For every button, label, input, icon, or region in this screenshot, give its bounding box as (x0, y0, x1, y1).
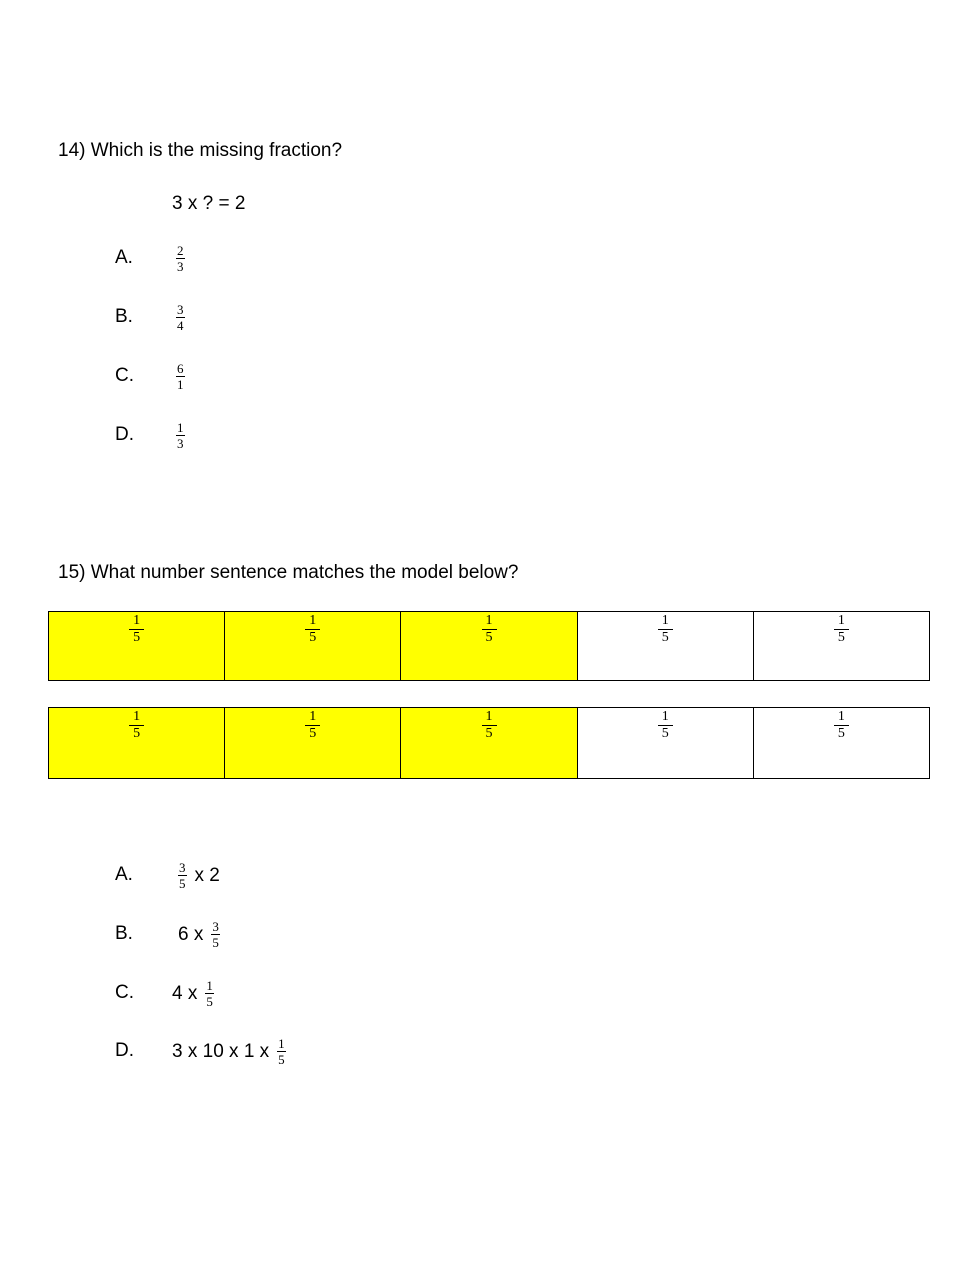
cell-fraction (305, 710, 320, 741)
question-15-title: 15) What number sentence matches the model below? (58, 562, 519, 583)
q14-option-b-fraction (176, 303, 185, 332)
strip-cell-shaded (49, 708, 225, 778)
cell-fraction (658, 710, 673, 741)
strip-cell (578, 612, 754, 680)
question-14-title: 14) Which is the missing fraction? (58, 140, 343, 161)
denominator: 5 (485, 630, 493, 645)
denominator: 5 (661, 726, 669, 741)
numerator: 1 (482, 614, 497, 630)
numerator: 2 (177, 243, 184, 258)
q15-option-d-letter: D. (115, 1040, 134, 1061)
cell-fraction (834, 710, 849, 741)
cell-fraction (129, 710, 144, 741)
q14-option-c-letter: C. (115, 365, 134, 386)
q14-option-c-fraction (176, 362, 185, 391)
numerator: 3 (212, 919, 219, 934)
q14-option-b-letter: B. (115, 306, 133, 327)
strip-cell (754, 612, 929, 680)
q15-option-a-expression (178, 861, 220, 890)
numerator: 1 (305, 614, 320, 630)
expression-text: 4 x (172, 982, 198, 1004)
expression-text: x 2 (194, 864, 220, 886)
numerator: 1 (206, 978, 213, 993)
strip-cell-shaded (401, 612, 577, 680)
numerator: 1 (278, 1036, 285, 1051)
denominator: 5 (179, 876, 186, 891)
cell-fraction (129, 614, 144, 645)
q14-option-a-fraction (176, 244, 185, 273)
numerator: 1 (658, 710, 673, 726)
q15-option-b-expression (178, 920, 220, 949)
expression-text: 3 x 10 x 1 x (172, 1040, 270, 1062)
numerator: 1 (834, 710, 849, 726)
q14-option-d-letter: D. (115, 424, 134, 445)
numerator: 6 (177, 361, 184, 376)
strip-cell-shaded (225, 708, 401, 778)
expression-text: 6 x (178, 923, 204, 945)
denominator: 1 (177, 377, 184, 392)
q15-option-a-letter: A. (115, 864, 133, 885)
cell-fraction (482, 614, 497, 645)
denominator: 3 (177, 436, 184, 451)
fraction-strip-2 (48, 707, 930, 779)
strip-cell-shaded (49, 612, 225, 680)
denominator: 5 (212, 935, 219, 950)
cell-fraction (658, 614, 673, 645)
strip-cell (754, 708, 929, 778)
strip-cell-shaded (401, 708, 577, 778)
numerator: 1 (177, 420, 184, 435)
q14-option-a-letter: A. (115, 247, 133, 268)
cell-fraction (482, 710, 497, 741)
fraction-strip-1 (48, 611, 930, 681)
strip-cell-shaded (225, 612, 401, 680)
denominator: 5 (309, 726, 317, 741)
numerator: 1 (129, 614, 144, 630)
cell-fraction (305, 614, 320, 645)
denominator: 4 (177, 318, 184, 333)
denominator: 5 (133, 726, 141, 741)
q14-option-d-fraction (176, 421, 185, 450)
numerator: 1 (482, 710, 497, 726)
numerator: 3 (179, 860, 186, 875)
q15-option-c-letter: C. (115, 982, 134, 1003)
numerator: 3 (177, 302, 184, 317)
strip-cell (578, 708, 754, 778)
numerator: 1 (129, 710, 144, 726)
denominator: 5 (837, 726, 845, 741)
denominator: 5 (837, 630, 845, 645)
numerator: 1 (834, 614, 849, 630)
q15-option-b-letter: B. (115, 923, 133, 944)
numerator: 1 (658, 614, 673, 630)
denominator: 5 (206, 994, 213, 1009)
denominator: 5 (661, 630, 669, 645)
numerator: 1 (305, 710, 320, 726)
q15-option-c-expression (172, 979, 214, 1008)
denominator: 5 (485, 726, 493, 741)
denominator: 5 (133, 630, 141, 645)
question-14-equation: 3 x ? = 2 (172, 193, 246, 214)
denominator: 3 (177, 259, 184, 274)
denominator: 5 (309, 630, 317, 645)
denominator: 5 (278, 1052, 285, 1067)
cell-fraction (834, 614, 849, 645)
q15-option-d-expression (172, 1037, 286, 1066)
